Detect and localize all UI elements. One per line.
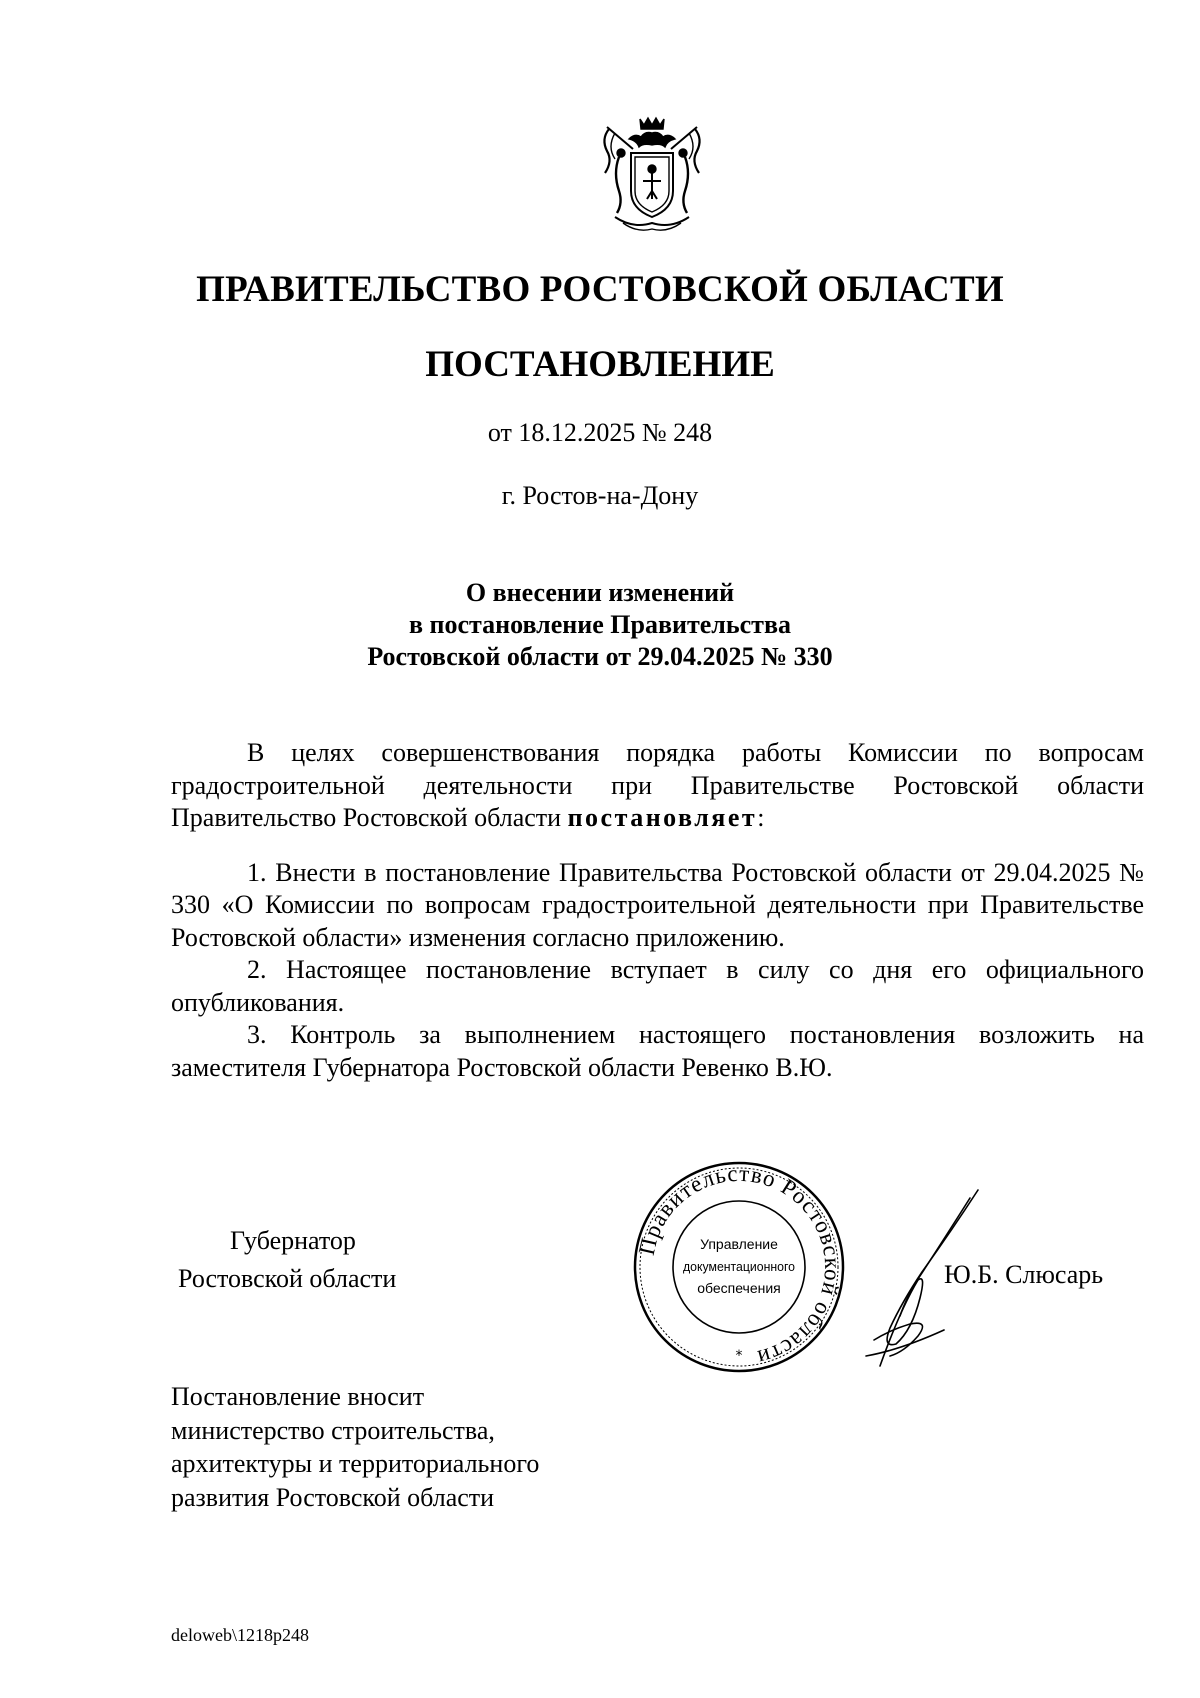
coat-of-arms-icon xyxy=(597,113,707,235)
item-paragraph: 3. Контроль за выполнением настоящего постановления возложить на заместителя Губернатора Ростовской области Ревенко В.Ю. xyxy=(171,1020,1144,1082)
item-paragraph: 2. Настоящее постановление вступает в силу со дня его официального опубликования. xyxy=(171,955,1144,1017)
preamble-paragraph xyxy=(171,737,1144,835)
preamble-end: : xyxy=(757,803,765,832)
document-subject xyxy=(0,577,1200,673)
document-body xyxy=(171,737,1144,1084)
svg-text:*: * xyxy=(735,1348,743,1364)
submitted-by-note xyxy=(171,1380,539,1514)
organization-title: ПРАВИТЕЛЬСТВО РОСТОВСКОЙ ОБЛАСТИ xyxy=(196,269,1004,310)
seal-center-line: Управление xyxy=(700,1236,778,1252)
subject-line: О внесении изменений xyxy=(465,578,735,607)
signatory-name: Ю.Б. Слюсарь xyxy=(944,1260,1104,1289)
submitted-line: архитектуры и территориального xyxy=(171,1449,540,1478)
submitted-line: министерство строительства, xyxy=(171,1415,495,1445)
submitted-line: развития Ростовской области xyxy=(171,1482,495,1512)
document-city: г. Ростов-на-Дону xyxy=(501,481,699,510)
subject-line: Ростовской области от 29.04.2025 № 330 xyxy=(367,642,833,671)
preamble-text: В целях совершенствования порядка работы Комиссии по вопросам градостроительной деятельности при Правительстве Ростовской области Правительство Ростовской области xyxy=(171,738,1144,832)
position-line: Ростовской области xyxy=(178,1264,397,1293)
seal-center-line: документационного xyxy=(683,1259,795,1274)
document-type: ПОСТАНОВЛЕНИЕ xyxy=(425,344,775,385)
official-seal-icon xyxy=(629,1157,849,1377)
seal-center-line: обеспечения xyxy=(697,1280,781,1296)
document-footer-code: deloweb\1218p248 xyxy=(171,1625,309,1645)
document-date-number: от 18.12.2025 № 248 xyxy=(487,418,713,447)
signatory-position xyxy=(170,1222,450,1298)
decree-word: постановляет xyxy=(567,803,758,832)
position-line: Губернатор xyxy=(230,1226,356,1255)
item-paragraph: 1. Внести в постановление Правительства Ростовской области от 29.04.2025 № 330 «О Комиссии по вопросам градостроительной деятельности при Правительстве Ростовской области» изменения согласно приложению. xyxy=(171,857,1144,952)
subject-line: в постановление Правительства xyxy=(408,610,791,639)
seal-ring-text: Правительство Ростовской области xyxy=(633,1160,846,1371)
submitted-line: Постановление вносит xyxy=(171,1382,425,1411)
